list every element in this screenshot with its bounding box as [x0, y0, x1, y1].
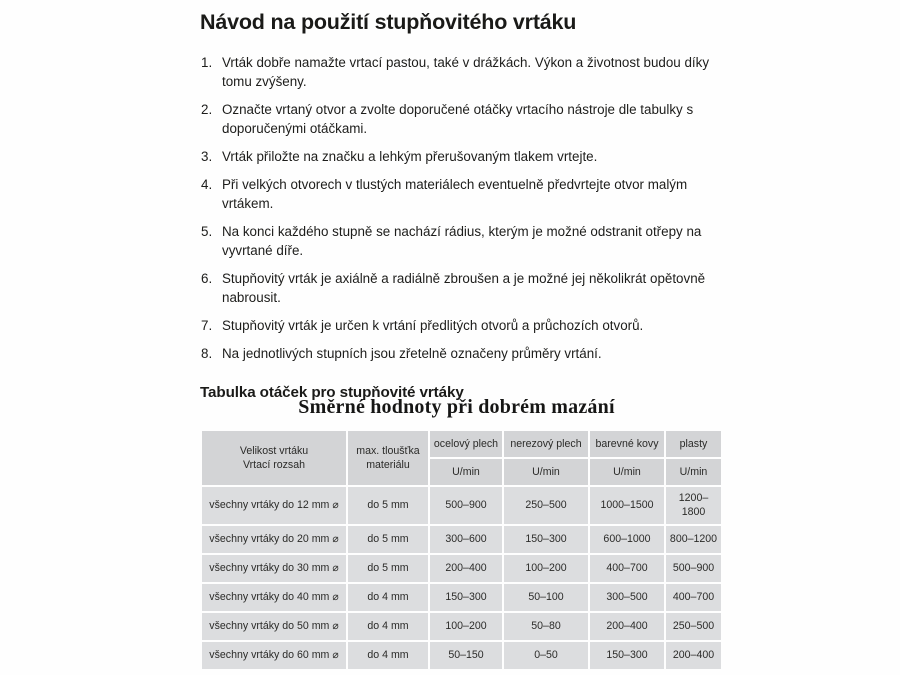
- list-item: [200, 222, 728, 260]
- cell-stainless: 50–80: [504, 613, 588, 640]
- list-item-number: 6.: [201, 271, 213, 287]
- list-item-number: 5.: [201, 224, 213, 240]
- cell-thickness: do 4 mm: [348, 642, 428, 669]
- list-item-text: Při velkých otvorech v tlustých materiálech eventuelně předvrtejte otvor malým vrtákem.: [222, 176, 688, 211]
- list-item: [200, 175, 728, 213]
- cell-size: všechny vrtáky do 20 mm ⌀: [202, 526, 346, 553]
- list-item-number: 4.: [201, 176, 213, 192]
- unit-header-nonferrous: U/min: [590, 459, 664, 485]
- cell-thickness: do 5 mm: [348, 555, 428, 582]
- cell-stainless: 100–200: [504, 555, 588, 582]
- table-header-row-materials: [202, 431, 721, 457]
- list-item-text: Na jednotlivých stupních jsou zřetelně označeny průměry vrtání.: [222, 346, 602, 362]
- instruction-list: [200, 53, 728, 363]
- table-row: [202, 555, 721, 582]
- list-item-number: 7.: [201, 318, 213, 334]
- unit-header-stainless: U/min: [504, 459, 588, 485]
- drill-speed-table: [200, 429, 723, 671]
- cell-steel: 150–300: [430, 584, 502, 611]
- cell-steel: 200–400: [430, 555, 502, 582]
- cell-steel: 300–600: [430, 526, 502, 553]
- speed-table-section: [200, 396, 718, 671]
- cell-size: všechny vrtáky do 30 mm ⌀: [202, 555, 346, 582]
- cell-thickness: do 4 mm: [348, 584, 428, 611]
- column-header-size-line1: Velikost vrtáku: [239, 444, 309, 457]
- cell-steel: 50–150: [430, 642, 502, 669]
- list-item: [200, 344, 728, 363]
- column-header-thickness: [348, 431, 428, 485]
- table-body: [202, 487, 721, 669]
- column-header-steel: ocelový plech: [430, 431, 502, 457]
- table-row: [202, 487, 721, 524]
- table-row: [202, 526, 721, 553]
- cell-size: všechny vrtáky do 60 mm ⌀: [202, 642, 346, 669]
- cell-steel: 100–200: [430, 613, 502, 640]
- column-header-stainless: nerezový plech: [504, 431, 588, 457]
- cell-stainless: 0–50: [504, 642, 588, 669]
- cell-stainless: 50–100: [504, 584, 588, 611]
- cell-steel: 500–900: [430, 487, 502, 524]
- cell-nonferrous: 600–1000: [590, 526, 664, 553]
- unit-header-steel: U/min: [430, 459, 502, 485]
- column-header-thickness-line2: materiálu: [366, 459, 410, 471]
- list-item-text: Stupňovitý vrták je určen k vrtání předlitých otvorů a průchozích otvorů.: [222, 318, 644, 334]
- table-row: [202, 613, 721, 640]
- unit-header-plastics: U/min: [666, 459, 721, 485]
- list-item-text: Vrták dobře namažte vrtací pastou, také v drážkách. Výkon a životnost budou díky tomu zvýšeny.: [222, 54, 710, 89]
- list-item-text: Na konci každého stupně se nachází rádius, kterým je možné odstranit otřepy na vyvrtané díře.: [222, 224, 702, 259]
- cell-stainless: 150–300: [504, 526, 588, 553]
- cell-thickness: do 5 mm: [348, 487, 428, 524]
- cell-size: všechny vrtáky do 40 mm ⌀: [202, 584, 346, 611]
- cell-plastics: 800–1200: [666, 526, 721, 553]
- cell-plastics: 400–700: [666, 584, 721, 611]
- cell-size: všechny vrtáky do 50 mm ⌀: [202, 613, 346, 640]
- list-item-text: Označte vrtaný otvor a zvolte doporučené otáčky vrtacího nástroje dle tabulky s doporučenými otáčkami.: [222, 101, 694, 136]
- cell-size: všechny vrtáky do 12 mm ⌀: [202, 487, 346, 524]
- cell-nonferrous: 1000–1500: [590, 487, 664, 524]
- cell-plastics: 1200–1800: [666, 487, 721, 524]
- page-title: Návod na použití stupňovitého vrtáku: [200, 10, 577, 34]
- column-header-thickness-line1: max. tloušťka: [356, 444, 420, 457]
- column-header-plastics: plasty: [666, 431, 721, 457]
- list-item-number: 3.: [201, 148, 213, 164]
- cell-thickness: do 5 mm: [348, 526, 428, 553]
- table-caption: Směrné hodnoty při dobrém mazání: [298, 396, 615, 418]
- list-item: [200, 269, 728, 307]
- cell-nonferrous: 200–400: [590, 613, 664, 640]
- cell-plastics: 200–400: [666, 642, 721, 669]
- list-item-number: 1.: [201, 54, 213, 70]
- list-item-text: Stupňovitý vrták je axiálně a radiálně zbroušen a je možné jej několikrát opětovně nabrousit.: [222, 271, 706, 306]
- instructions-section: [200, 10, 728, 401]
- column-header-size: [202, 431, 346, 485]
- list-item-number: 2.: [201, 101, 213, 117]
- cell-thickness: do 4 mm: [348, 613, 428, 640]
- table-row: [202, 642, 721, 669]
- column-header-nonferrous: barevné kovy: [590, 431, 664, 457]
- list-item: [200, 53, 728, 91]
- column-header-size-line2: Vrtací rozsah: [242, 459, 305, 471]
- cell-nonferrous: 300–500: [590, 584, 664, 611]
- cell-nonferrous: 150–300: [590, 642, 664, 669]
- cell-stainless: 250–500: [504, 487, 588, 524]
- list-item-number: 8.: [201, 346, 213, 362]
- table-section-heading: Tabulka otáček pro stupňovité vrtáky: [200, 384, 464, 402]
- cell-plastics: 250–500: [666, 613, 721, 640]
- list-item: [200, 100, 728, 138]
- table-row: [202, 584, 721, 611]
- list-item-text: Vrták přiložte na značku a lehkým přerušovaným tlakem vrtejte.: [222, 148, 598, 164]
- cell-nonferrous: 400–700: [590, 555, 664, 582]
- cell-plastics: 500–900: [666, 555, 721, 582]
- list-item: [200, 316, 728, 335]
- table-head: [202, 431, 721, 485]
- list-item: [200, 147, 728, 166]
